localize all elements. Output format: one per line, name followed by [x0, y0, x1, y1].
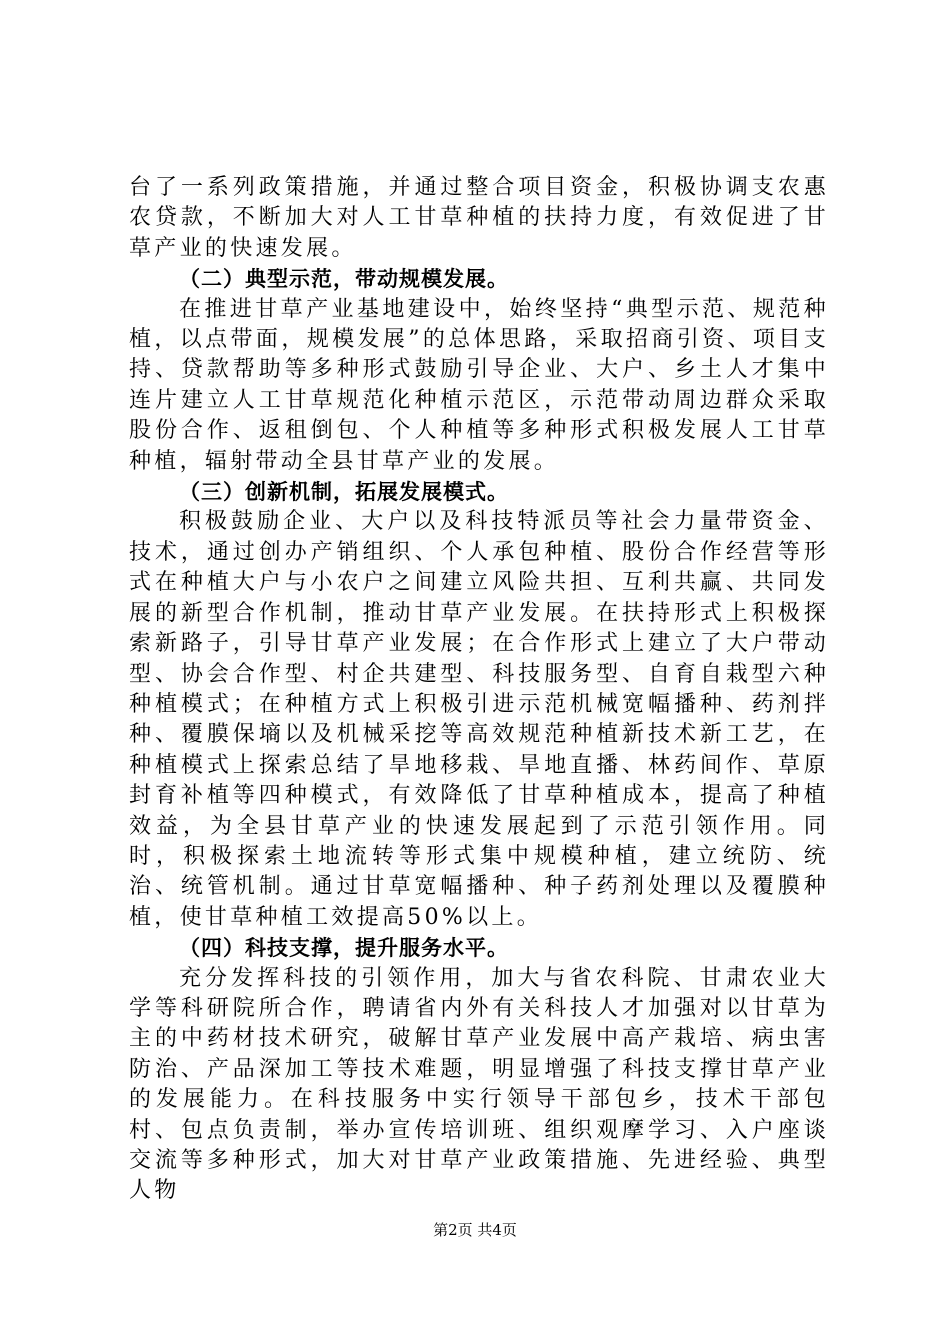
paragraph-continuation: 台了一系列政策措施，并通过整合项目资金，积极协调支农惠农贷款，不断加大对人工甘草种植的扶持力度，有效促进了甘草产业的快速发展。 [129, 175, 829, 261]
paragraph-demonstration: 在推进甘草产业基地建设中，始终坚持“典型示范、规范种植，以点带面，规模发展”的总体思路，采取招商引资、项目支持、贷款帮助等多种形式鼓励引导企业、大户、乡土人才集中连片建立人工甘草规范化种植示范区，示范带动周边群众采取股份合作、返租倒包、个人种植等多种形式积极发展人工甘草种植，辐射带动全县甘草产业的发展。 [129, 296, 829, 474]
page-number-footer: 第2页 共4页 [433, 1221, 517, 1239]
section-heading-4: （四）科技支撑，提升服务水平。 [179, 936, 509, 961]
section-heading-2: （二）典型示范，带动规模发展。 [179, 267, 509, 292]
paragraph-technology: 充分发挥科技的引领作用，加大与省农科院、甘肃农业大学等科研院所合作，聘请省内外有关科技人才加强对以甘草为主的中药材技术研究，破解甘草产业发展中高产栽培、病虫害防治、产品深加工等技术难题，明显增强了科技支撑甘草产业的发展能力。在科技服务中实行领导干部包乡，技术干部包村、包点负责制，举办宣传培训班、组织观摩学习、入户座谈交流等多种形式，加大对甘草产业政策措施、先进经验、典型人物 [129, 965, 829, 1204]
document-body [129, 173, 829, 1207]
paragraph-innovation: 积极鼓励企业、大户以及科技特派员等社会力量带资金、技术，通过创办产销组织、个人承包种植、股份合作经营等形式在种植大户与小农户之间建立风险共担、互利共赢、共同发展的新型合作机制，推动甘草产业发展。在扶持形式上积极探索新路子，引导甘草产业发展；在合作形式上建立了大户带动型、协会合作型、村企共建型、科技服务型、自育自栽型六种种植模式；在种植方式上积极引进示范机械宽幅播种、药剂拌种、覆膜保墒以及机械采挖等高效规范种植新技术新工艺，在种植模式上探索总结了旱地移栽、旱地直播、林药间作、草原封育补植等四种模式，有效降低了甘草种植成本，提高了种植效益，为全县甘草产业的快速发展起到了示范引领作用。同时，积极探索土地流转等形式集中规模种植，建立统防、统治、统管机制。通过甘草宽幅播种、种子药剂处理以及覆膜种植，使甘草种植工效提高50%以上。 [129, 509, 829, 930]
section-heading-3: （三）创新机制，拓展发展模式。 [179, 480, 509, 505]
